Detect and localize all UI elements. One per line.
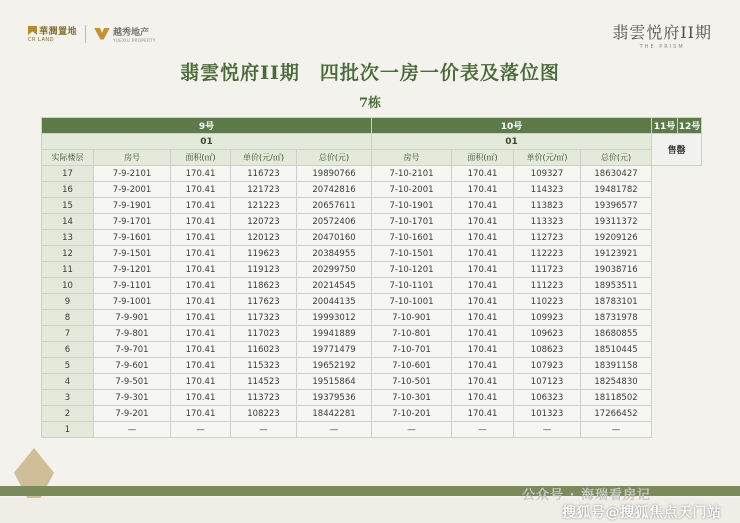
cell-area-9: 170.41: [171, 342, 231, 358]
cell-area-9: 170.41: [171, 278, 231, 294]
cell-room-10: 7-10-1501: [372, 246, 452, 262]
cell-room-9: 7-9-801: [94, 326, 171, 342]
cell-area-10: 170.41: [452, 374, 514, 390]
cr-land-sub: CR LAND: [28, 37, 54, 43]
table-row: [42, 374, 702, 390]
cell-area-9: 170.41: [171, 166, 231, 182]
cell-floor: 4: [42, 374, 94, 390]
group-header-row: [42, 118, 702, 134]
cell-floor: 11: [42, 262, 94, 278]
wechat-watermark: 公众号 · 海瑞看房记: [522, 488, 651, 503]
cell-total-price-9: —: [297, 422, 372, 438]
table-row: [42, 278, 702, 294]
cell-room-9: —: [94, 422, 171, 438]
cell-floor: 6: [42, 342, 94, 358]
cell-total-price-10: 18254830: [581, 374, 652, 390]
cell-unit-price-9: 116023: [231, 342, 297, 358]
cell-unit-price-9: 117023: [231, 326, 297, 342]
table-row: [42, 390, 702, 406]
cell-floor: 3: [42, 390, 94, 406]
cell-total-price-10: 17266452: [581, 406, 652, 422]
project-brand-name: 翡雲悦府II期: [612, 23, 712, 42]
cell-unit-price-9: 117623: [231, 294, 297, 310]
cr-land-mark-icon: [28, 26, 37, 35]
cell-unit-price-9: 118623: [231, 278, 297, 294]
cell-floor: 2: [42, 406, 94, 422]
cell-floor: 8: [42, 310, 94, 326]
cell-unit-price-10: 101323: [514, 406, 581, 422]
table-row: [42, 182, 702, 198]
cell-room-10: 7-10-201: [372, 406, 452, 422]
col-area-10: 面积(㎡): [452, 150, 514, 166]
cell-area-9: 170.41: [171, 310, 231, 326]
cell-unit-price-9: 120123: [231, 230, 297, 246]
cell-area-10: 170.41: [452, 246, 514, 262]
group-10: 10号: [372, 118, 652, 134]
cell-area-10: 170.41: [452, 310, 514, 326]
col-floor: 实际楼层: [42, 150, 94, 166]
cell-floor: 14: [42, 214, 94, 230]
cell-floor: 16: [42, 182, 94, 198]
cell-total-price-10: —: [581, 422, 652, 438]
cell-unit-price-9: 119623: [231, 246, 297, 262]
unit-10: 01: [372, 134, 652, 150]
cell-unit-price-9: 120723: [231, 214, 297, 230]
cell-total-price-10: 19311372: [581, 214, 652, 230]
cell-total-price-9: 20657611: [297, 198, 372, 214]
cell-unit-price-9: 115323: [231, 358, 297, 374]
cell-unit-price-10: 111223: [514, 278, 581, 294]
cell-unit-price-9: 114523: [231, 374, 297, 390]
cell-area-10: 170.41: [452, 294, 514, 310]
cell-area-10: 170.41: [452, 166, 514, 182]
cell-total-price-10: 19038716: [581, 262, 652, 278]
cell-area-10: 170.41: [452, 326, 514, 342]
cell-unit-price-9: 117323: [231, 310, 297, 326]
cell-total-price-9: 18442281: [297, 406, 372, 422]
cell-room-9: 7-9-1501: [94, 246, 171, 262]
col-area-9: 面积(㎡): [171, 150, 231, 166]
cell-total-price-9: 19515864: [297, 374, 372, 390]
cell-area-9: 170.41: [171, 262, 231, 278]
cell-total-price-9: 19941889: [297, 326, 372, 342]
cell-room-9: 7-9-1601: [94, 230, 171, 246]
sold-out-cell: 售罄: [652, 134, 702, 166]
cell-total-price-9: 20214545: [297, 278, 372, 294]
cell-area-9: 170.41: [171, 390, 231, 406]
cell-area-9: 170.41: [171, 230, 231, 246]
unit-header-row: [42, 134, 702, 150]
cell-area-10: 170.41: [452, 342, 514, 358]
cell-area-10: 170.41: [452, 214, 514, 230]
cell-unit-price-10: 106323: [514, 390, 581, 406]
cell-room-10: 7-10-1601: [372, 230, 452, 246]
cell-total-price-10: 19209126: [581, 230, 652, 246]
table-row: [42, 294, 702, 310]
cell-floor: 9: [42, 294, 94, 310]
cell-unit-price-10: —: [514, 422, 581, 438]
cell-total-price-10: 18391158: [581, 358, 652, 374]
cell-area-10: 170.41: [452, 390, 514, 406]
yuexiu-mark-icon: [94, 28, 110, 40]
group-11: 11号: [652, 118, 678, 134]
cell-room-10: 7-10-2001: [372, 182, 452, 198]
cell-area-10: 170.41: [452, 358, 514, 374]
cell-floor: 13: [42, 230, 94, 246]
col-unit-price-9: 单价(元/㎡): [231, 150, 297, 166]
table-row: [42, 198, 702, 214]
cell-room-10: 7-10-901: [372, 310, 452, 326]
cell-area-10: 170.41: [452, 406, 514, 422]
cell-unit-price-10: 113323: [514, 214, 581, 230]
cell-area-9: 170.41: [171, 406, 231, 422]
cell-unit-price-9: 121723: [231, 182, 297, 198]
cell-total-price-10: 18783101: [581, 294, 652, 310]
cell-total-price-9: 20384955: [297, 246, 372, 262]
table-row: [42, 326, 702, 342]
cell-total-price-9: 19890766: [297, 166, 372, 182]
cell-unit-price-9: 108223: [231, 406, 297, 422]
cell-room-10: 7-10-1001: [372, 294, 452, 310]
cell-floor: 10: [42, 278, 94, 294]
project-brand: [612, 20, 712, 50]
table-row: [42, 166, 702, 182]
table-row: [42, 358, 702, 374]
cell-floor: 12: [42, 246, 94, 262]
cell-area-9: —: [171, 422, 231, 438]
cell-unit-price-10: 112723: [514, 230, 581, 246]
cell-floor: 17: [42, 166, 94, 182]
cell-unit-price-10: 109623: [514, 326, 581, 342]
cell-unit-price-10: 112223: [514, 246, 581, 262]
cell-area-10: 170.41: [452, 230, 514, 246]
cell-total-price-10: 18731978: [581, 310, 652, 326]
col-room-9: 房号: [94, 150, 171, 166]
cell-total-price-10: 18510445: [581, 342, 652, 358]
table-row: [42, 262, 702, 278]
sohu-watermark: 搜狐号@搜狐焦点天门站: [562, 505, 722, 521]
cell-unit-price-10: 110223: [514, 294, 581, 310]
table-row: [42, 214, 702, 230]
cell-area-10: 170.41: [452, 182, 514, 198]
cell-total-price-10: 19396577: [581, 198, 652, 214]
table-row: [42, 246, 702, 262]
cell-unit-price-10: 107123: [514, 374, 581, 390]
cell-area-10: 170.41: [452, 262, 514, 278]
column-header-row: [42, 150, 702, 166]
cell-area-9: 170.41: [171, 294, 231, 310]
cell-room-10: 7-10-501: [372, 374, 452, 390]
cell-total-price-10: 18680855: [581, 326, 652, 342]
cell-total-price-9: 19771479: [297, 342, 372, 358]
group-12: 12号: [678, 118, 702, 134]
cell-area-10: 170.41: [452, 278, 514, 294]
cr-land-logo: [28, 24, 77, 43]
cell-area-10: 170.41: [452, 198, 514, 214]
cell-room-10: —: [372, 422, 452, 438]
table-row: [42, 422, 702, 438]
cell-unit-price-10: 109327: [514, 166, 581, 182]
cell-unit-price-10: 111723: [514, 262, 581, 278]
cell-area-9: 170.41: [171, 326, 231, 342]
cell-unit-price-9: 113723: [231, 390, 297, 406]
yuexiu-name: 越秀地产: [113, 27, 150, 38]
cell-total-price-10: 18630427: [581, 166, 652, 182]
cell-area-9: 170.41: [171, 198, 231, 214]
table-row: [42, 406, 702, 422]
group-9: 9号: [42, 118, 372, 134]
cell-room-9: 7-9-1201: [94, 262, 171, 278]
cell-room-10: 7-10-1101: [372, 278, 452, 294]
cell-total-price-9: 20299750: [297, 262, 372, 278]
cell-room-10: 7-10-301: [372, 390, 452, 406]
cell-total-price-9: 20044135: [297, 294, 372, 310]
cell-unit-price-10: 107923: [514, 358, 581, 374]
cell-total-price-10: 19481782: [581, 182, 652, 198]
cell-room-9: 7-9-901: [94, 310, 171, 326]
cell-room-9: 7-9-201: [94, 406, 171, 422]
table-row: [42, 342, 702, 358]
cell-room-10: 7-10-701: [372, 342, 452, 358]
building-label: 7栋: [358, 96, 382, 111]
cell-total-price-9: 20470160: [297, 230, 372, 246]
cell-total-price-9: 19652192: [297, 358, 372, 374]
cell-room-10: 7-10-2101: [372, 166, 452, 182]
cell-unit-price-10: 109923: [514, 310, 581, 326]
price-table: [41, 117, 702, 438]
cell-room-9: 7-9-301: [94, 390, 171, 406]
yuexiu-sub: YUEXIU PROPERTY: [113, 37, 156, 43]
cell-unit-price-9: 121223: [231, 198, 297, 214]
table-row: [42, 310, 702, 326]
cell-unit-price-9: —: [231, 422, 297, 438]
cell-unit-price-10: 108623: [514, 342, 581, 358]
cell-room-9: 7-9-2001: [94, 182, 171, 198]
page-title: 翡雲悦府II期 四批次一房一价表及落位图: [180, 62, 560, 84]
cell-room-9: 7-9-1701: [94, 214, 171, 230]
col-unit-price-10: 单价(元/㎡): [514, 150, 581, 166]
col-total-price-10: 总价(元): [581, 150, 652, 166]
cell-room-10: 7-10-1901: [372, 198, 452, 214]
cell-room-9: 7-9-1901: [94, 198, 171, 214]
table-row: [42, 230, 702, 246]
cell-floor: 15: [42, 198, 94, 214]
cell-room-10: 7-10-801: [372, 326, 452, 342]
cell-total-price-10: 19123921: [581, 246, 652, 262]
cell-room-10: 7-10-1701: [372, 214, 452, 230]
cell-total-price-9: 19993012: [297, 310, 372, 326]
unit-9: 01: [42, 134, 372, 150]
cell-room-9: 7-9-701: [94, 342, 171, 358]
cell-total-price-9: 20742816: [297, 182, 372, 198]
yuexiu-logo: [94, 25, 156, 43]
cell-room-9: 7-9-2101: [94, 166, 171, 182]
cell-area-9: 170.41: [171, 358, 231, 374]
cell-area-9: 170.41: [171, 374, 231, 390]
cell-total-price-10: 18953511: [581, 278, 652, 294]
cell-floor: 7: [42, 326, 94, 342]
cell-room-9: 7-9-1001: [94, 294, 171, 310]
cr-land-name: 華潤置地: [39, 27, 78, 37]
cell-area-10: —: [452, 422, 514, 438]
cell-room-9: 7-9-601: [94, 358, 171, 374]
project-brand-sub: THE PRISM: [639, 44, 685, 50]
cell-area-9: 170.41: [171, 214, 231, 230]
cell-room-9: 7-9-501: [94, 374, 171, 390]
cell-area-9: 170.41: [171, 246, 231, 262]
col-total-price-9: 总价(元): [297, 150, 372, 166]
cell-total-price-9: 19379536: [297, 390, 372, 406]
developer-logos: [28, 24, 156, 43]
cell-area-9: 170.41: [171, 182, 231, 198]
cell-room-9: 7-9-1101: [94, 278, 171, 294]
logo-divider: [85, 25, 86, 43]
cell-unit-price-9: 119123: [231, 262, 297, 278]
cell-unit-price-10: 113823: [514, 198, 581, 214]
cell-unit-price-10: 114323: [514, 182, 581, 198]
cell-floor: 5: [42, 358, 94, 374]
cell-total-price-10: 18118502: [581, 390, 652, 406]
cell-room-10: 7-10-601: [372, 358, 452, 374]
cell-floor: 1: [42, 422, 94, 438]
cell-room-10: 7-10-1201: [372, 262, 452, 278]
col-room-10: 房号: [372, 150, 452, 166]
cell-total-price-9: 20572406: [297, 214, 372, 230]
cell-unit-price-9: 116723: [231, 166, 297, 182]
